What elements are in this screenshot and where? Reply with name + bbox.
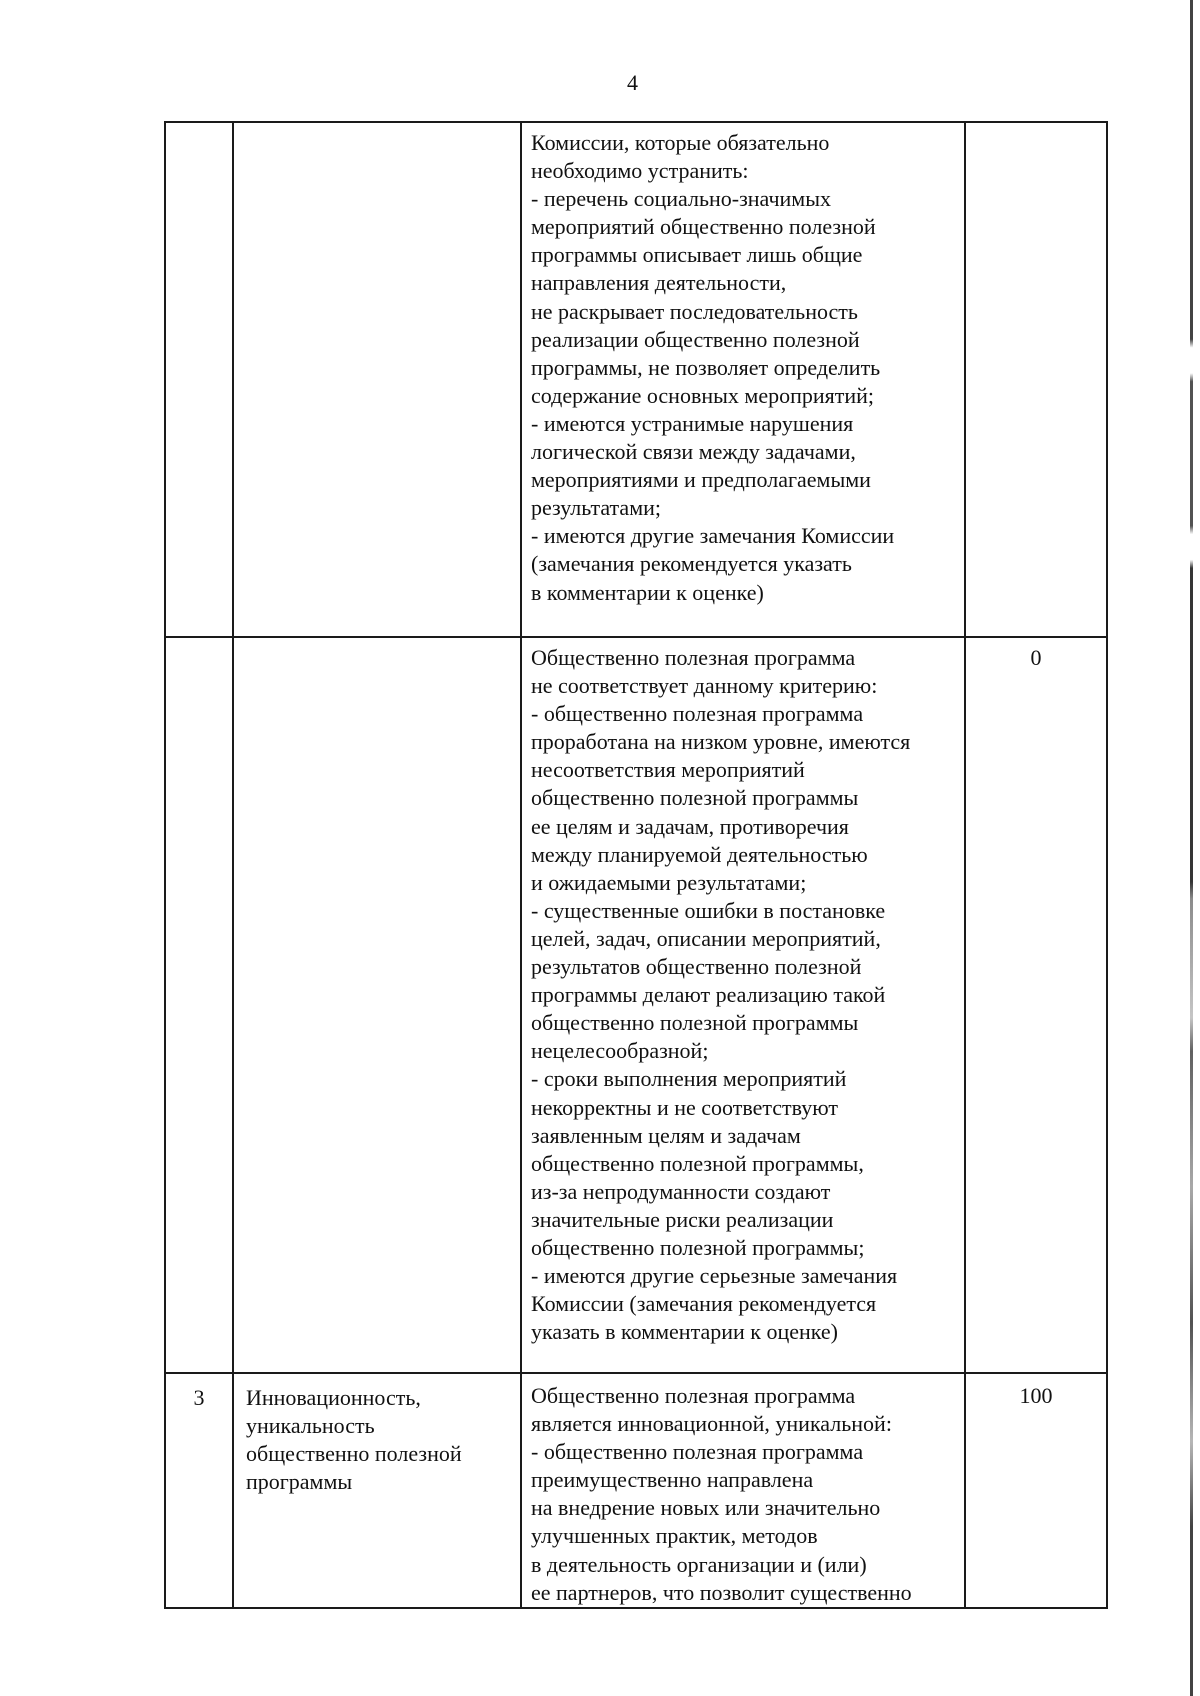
text-line: указать в комментарии к оценке) <box>531 1319 839 1345</box>
text-line: между планируемой деятельностью <box>531 841 868 867</box>
text-line: проработана на низком уровне, имеются <box>531 729 911 755</box>
row-number-cell <box>165 122 233 637</box>
text-line: мероприятий общественно полезной <box>531 214 876 240</box>
description-cell <box>521 637 965 1373</box>
text-line: Инновационность, <box>246 1385 421 1410</box>
text-line: заявленным целям и задачам <box>531 1122 801 1148</box>
text-line: и ожидаемыми результатами; <box>531 869 807 895</box>
text-line: мероприятиями и предполагаемыми <box>531 467 871 493</box>
text-line: логической связи между задачами, <box>531 439 856 465</box>
text-line: преимущественно направлена <box>531 1467 814 1493</box>
text-line: - сроки выполнения мероприятий <box>531 1066 847 1092</box>
text-line: программы описывает лишь общие <box>531 242 863 268</box>
text-line: программы делают реализацию такой <box>531 982 886 1008</box>
text-line: общественно полезной программы <box>531 785 859 811</box>
text-line: некорректны и не соответствуют <box>531 1094 839 1120</box>
text-line: Общественно полезная программа <box>531 645 856 670</box>
text-line: результатами; <box>531 495 662 521</box>
text-line: Комиссии, которые обязательно <box>531 130 830 155</box>
criteria-table <box>164 121 1108 1609</box>
description-cell <box>521 1373 965 1608</box>
table-row <box>165 122 1107 637</box>
text-line: содержание основных мероприятий; <box>531 382 875 408</box>
text-line: ее целям и задачам, противоречия <box>531 813 849 839</box>
text-line: программы, не позволяет определить <box>531 354 881 380</box>
text-line: несоответствия мероприятий <box>531 757 805 783</box>
row-number-cell: 3 <box>165 1373 233 1608</box>
score-cell: 100 <box>965 1373 1107 1608</box>
text-line: - имеются другие замечания Комиссии <box>531 523 895 549</box>
text-line: улучшенных практик, методов <box>531 1523 818 1549</box>
row-number-cell <box>165 637 233 1373</box>
text-line: - имеются устранимые нарушения <box>531 410 854 436</box>
text-line: - общественно полезная программа <box>531 1439 864 1465</box>
text-line: общественно полезной программы, <box>531 1150 864 1176</box>
score-cell <box>965 122 1107 637</box>
criterion-name-cell <box>233 1373 521 1608</box>
text-line: - имеются другие серьезные замечания <box>531 1263 898 1289</box>
text-line: из-за непродуманности создают <box>531 1178 831 1204</box>
text-line: общественно полезной программы; <box>531 1234 865 1260</box>
text-line: уникальность <box>246 1413 375 1439</box>
text-line: целей, задач, описании мероприятий, <box>531 925 881 951</box>
text-line: - существенные ошибки в постановке <box>531 897 886 923</box>
text-line: - перечень социально-значимых <box>531 186 831 212</box>
criterion-name-cell <box>233 637 521 1373</box>
text-line: ее партнеров, что позволит существенно <box>531 1579 912 1605</box>
text-line: общественно полезной программы <box>531 1010 859 1036</box>
text-line: не раскрывает последовательность <box>531 298 858 324</box>
text-line: общественно полезной <box>246 1441 462 1467</box>
text-line: нецелесообразной; <box>531 1038 709 1064</box>
text-line: Комиссии (замечания рекомендуется <box>531 1291 877 1317</box>
text-line: программы <box>246 1469 353 1495</box>
table-row <box>165 1373 1107 1608</box>
page-number: 4 <box>627 70 638 95</box>
text-line: результатов общественно полезной <box>531 954 862 980</box>
scan-edge-artifact <box>1190 0 1193 1696</box>
table-row <box>165 637 1107 1373</box>
text-line: значительные риски реализации <box>531 1206 834 1232</box>
text-line: необходимо устранить: <box>531 158 749 184</box>
text-line: (замечания рекомендуется указать <box>531 551 852 577</box>
text-line: не соответствует данному критерию: <box>531 673 878 699</box>
text-line: на внедрение новых или значительно <box>531 1495 881 1521</box>
text-line: Общественно полезная программа <box>531 1383 856 1408</box>
criterion-name-cell <box>233 122 521 637</box>
text-line: - общественно полезная программа <box>531 701 864 727</box>
text-line: в деятельность организации и (или) <box>531 1551 867 1577</box>
score-cell: 0 <box>965 637 1107 1373</box>
description-cell <box>521 122 965 637</box>
text-line: направления деятельности, <box>531 270 787 296</box>
text-line: является инновационной, уникальной: <box>531 1411 892 1437</box>
text-line: реализации общественно полезной <box>531 326 860 352</box>
text-line: в комментарии к оценке) <box>531 579 764 605</box>
